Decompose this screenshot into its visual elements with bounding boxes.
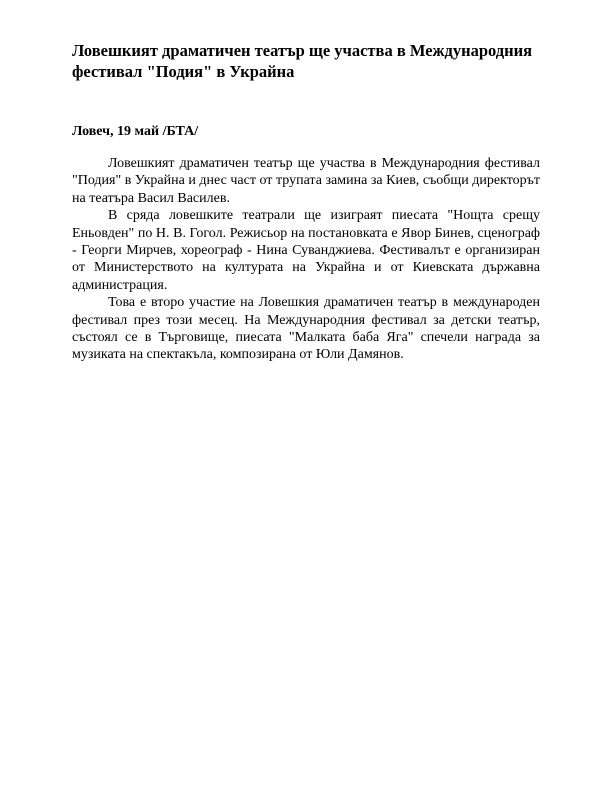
article-paragraph: Това е второ участие на Ловешкия драматичен театър в международен фестивал през този месец. На Международния фестивал за детски театър, състоял се в Търговище, пиесата "Малката баба Яга" спечели награда за музиката на спектакъла, композирана от Юли Дамянов. xyxy=(72,295,540,363)
document-page xyxy=(72,40,540,364)
article-dateline: Ловеч, 19 май /БТА/ xyxy=(72,124,199,139)
article-paragraph: В сряда ловешките театрали ще изиграят пиесата "Нощта срещу Еньовден" по Н. В. Гогол. Режисьор на постановката е Явор Бинев, сценограф - Георги Мирчев, хореограф - Нина Суванджиева. Фестивалът е организиран от Министерството на културата на Украйна и от Киевската държавна администрация. xyxy=(72,208,540,293)
article-body xyxy=(72,155,540,364)
article-paragraph: Ловешкият драматичен театър ще участва в Международния фестивал "Подия" в Украйна и днес част от трупата замина за Киев, съобщи директорът на театъра Васил Василев. xyxy=(72,156,540,206)
article-title: Ловешкият драматичен театър ще участва в Международния фестивал "Подия" в Украйна xyxy=(72,41,533,81)
